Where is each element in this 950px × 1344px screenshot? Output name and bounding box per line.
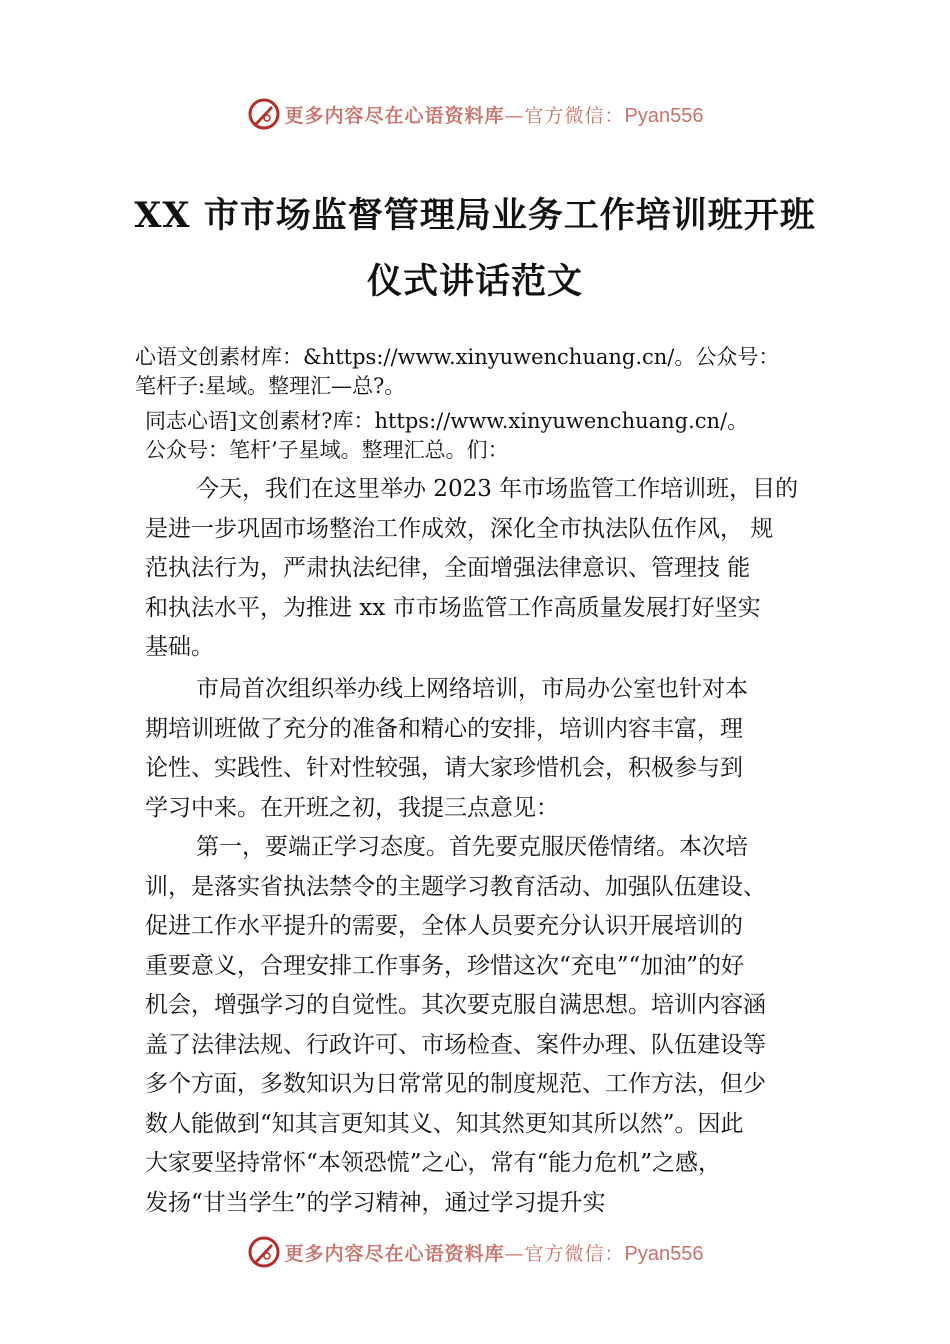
source-line: 公众号：笔杆’子星域。整理汇总。们： [145,438,509,462]
banner-text [285,101,704,128]
banner-wechat-id: Pyan556 [624,1242,704,1265]
banner-text [285,1239,704,1266]
paragraph-line: 论性、实践性、针对性较强，请大家珍惜机会，积极参与到 [145,755,743,781]
banner-main-text: 更多内容尽在心语资料库 [284,1242,505,1265]
paragraph-line: 学习中来。在开班之初，我提三点意见： [145,794,559,821]
footer-banner [0,1230,950,1274]
paragraph-line: 训，是落实省执法禁令的主题学习教育活动、加强队伍建设、 [145,873,766,900]
paragraph-line: 大家要坚持常怀“本领恐慌”之心，常有“能力危机”之感， [145,1150,722,1176]
paragraph-line: 促进工作水平提升的需要，全体人员要充分认识开展培训的 [145,913,743,939]
paragraph-line: 今天，我们在这里举办 2023 年市场监管工作培训班，目的 [196,476,799,502]
document-title-line-2: 仪式讲话范文 [366,261,583,302]
paragraph-line: 是进一步巩固市场整治工作成效，深化全市执法队伍作风， 规 [145,515,774,542]
source-line: 同志心语]文创素材?库：https://www.xinyuwenchuang.cn/。 [145,409,749,433]
paragraph-line: 多个方面，多数知识为日常常见的制度规范、工作方法，但少 [145,1071,766,1097]
paragraph-line: 基础。 [145,634,214,660]
source-line: 心语文创素材库：&https://www.xinyuwenchuang.cn/。公众号： [135,345,780,369]
header-banner [0,92,950,136]
brush-logo-icon [247,97,281,131]
source-line: 笔杆子:星域。整理汇—总?。 [135,374,406,398]
paragraph-line: 盖了法律法规、行政许可、市场检查、案件办理、队伍建设等 [145,1031,766,1058]
brush-logo-icon [247,1235,281,1269]
paragraph-line: 重要意义，合理安排工作事务，珍惜这次“充电”“加油”的好 [145,952,745,979]
paragraph-line: 数人能做到“知其言更知其义、知其然更知其所以然”。因此 [145,1110,744,1137]
paragraph-line: 第一，要端正学习态度。首先要克服厌倦情绪。本次培 [196,834,748,860]
banner-main-text: 更多内容尽在心语资料库 [284,104,505,127]
paragraph-line: 发扬“甘当学生”的学习精神，通过学习提升实 [145,1189,606,1216]
paragraph-line: 范执法行为，严肃执法纪律，全面增强法律意识、管理技 能 [145,555,751,581]
banner-sep-text: —官方微信： [504,1242,625,1265]
banner-sep-text: —官方微信： [504,104,625,127]
body-paragraph-1 [145,470,798,668]
document-title-line-1: XX 市市场监督管理局业务工作培训班开班 [134,195,816,236]
banner-wechat-id: Pyan556 [624,104,704,127]
paragraph-line: 和执法水平，为推进 xx 市市场监管工作高质量发展打好坚实 [145,594,761,621]
paragraph-line: 市局首次组织举办线上网络培训，市局办公室也针对本 [196,676,748,702]
paragraph-line: 机会，增强学习的自觉性。其次要克服自满思想。培训内容涵 [145,992,766,1018]
paragraph-line: 期培训班做了充分的准备和精心的安排，培训内容丰富，理 [145,715,743,742]
body-paragraph-2 [145,670,748,828]
body-paragraph-3 [145,828,766,1223]
